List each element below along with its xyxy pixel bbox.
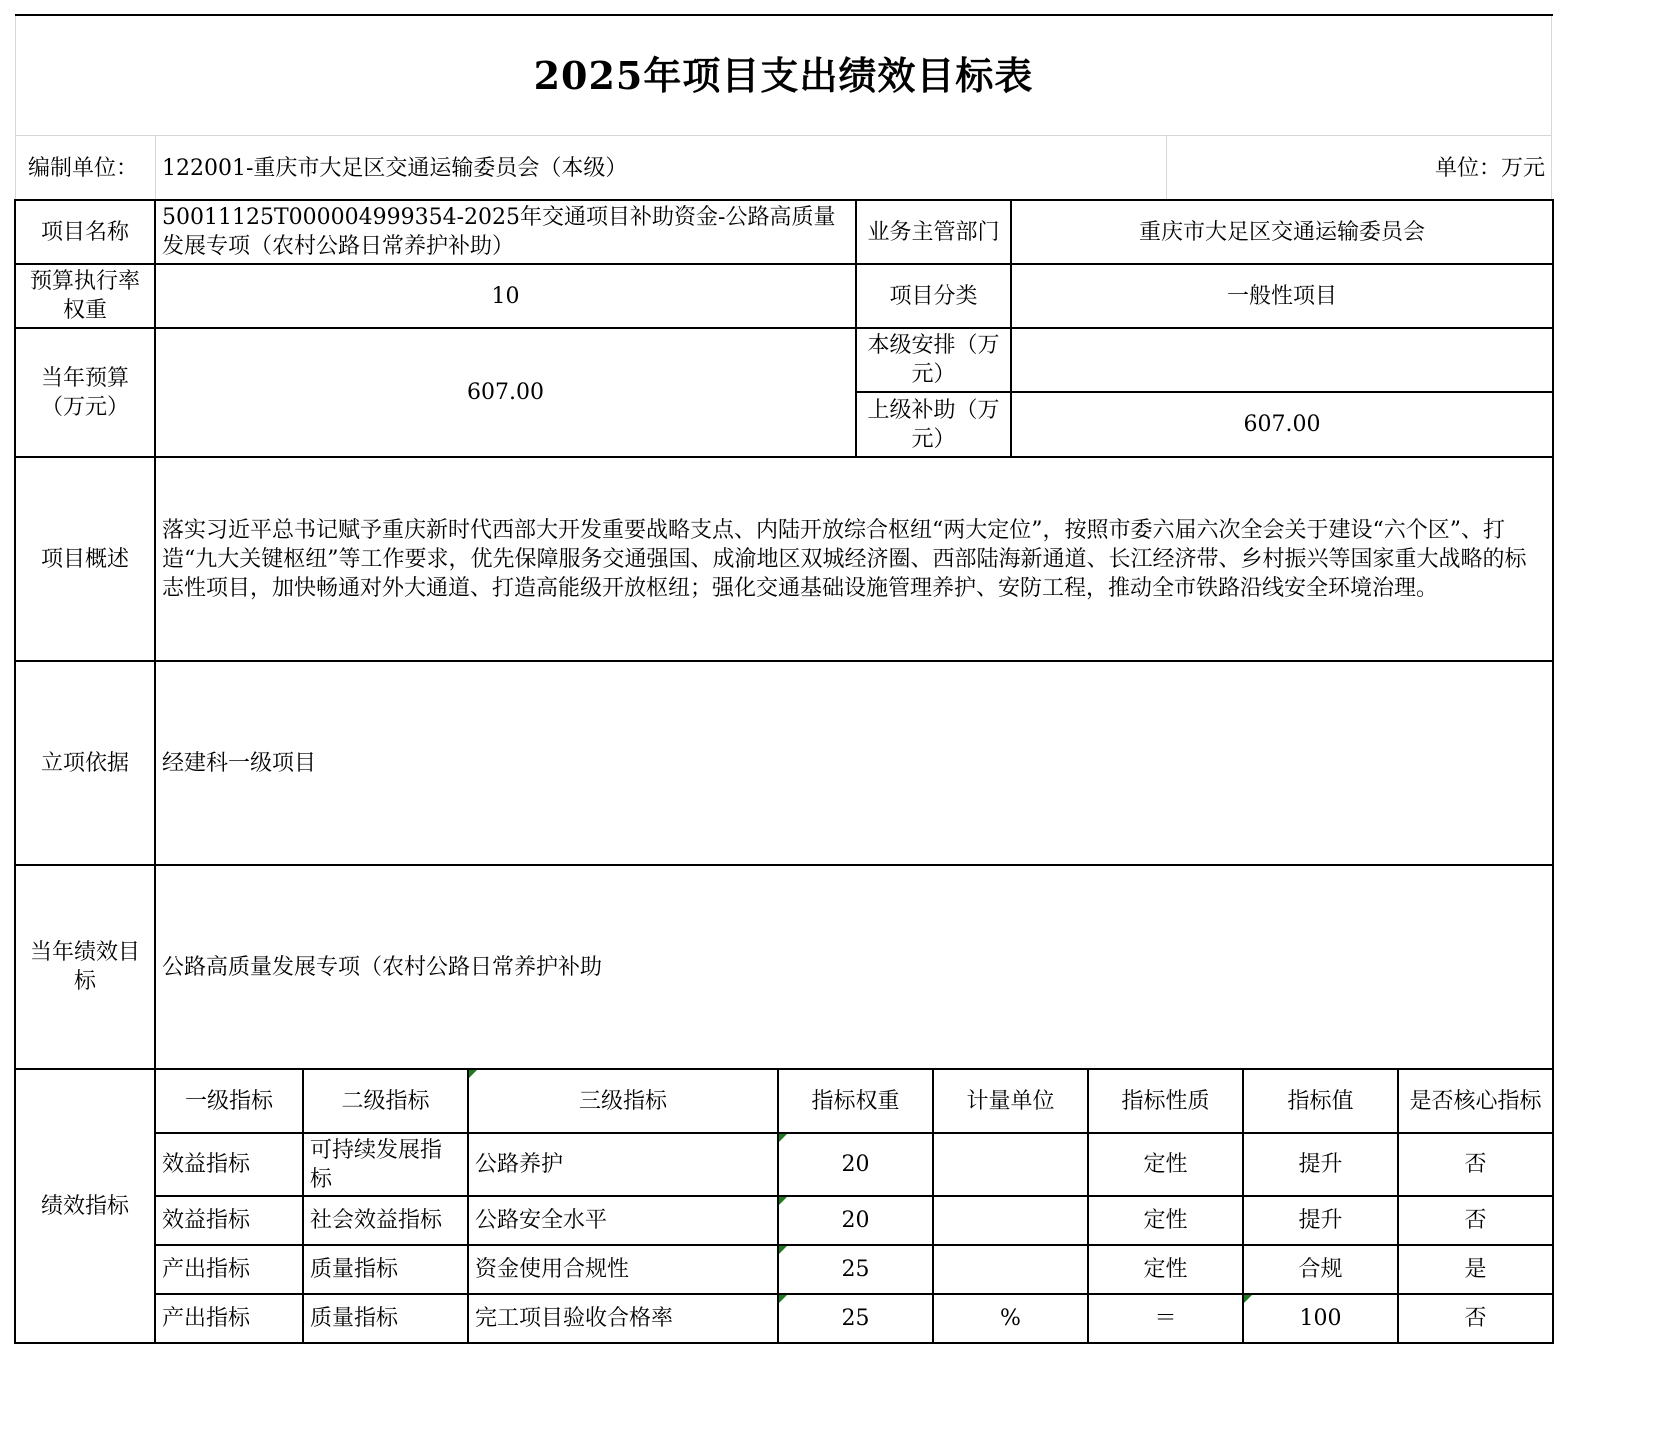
header-level3: 三级指标 — [578, 1088, 667, 1114]
exec-weight-value: 10 — [491, 283, 520, 309]
indicator-value: 提升 — [1298, 1152, 1343, 1177]
category-label: 项目分类 — [889, 283, 978, 309]
goal-text: 公路高质量发展专项（农村公路日常养护补助 — [162, 954, 603, 980]
indicator-level3: 公路养护 — [475, 1152, 564, 1177]
indicator-nature: 定性 — [1143, 1208, 1188, 1233]
indicator-level3: 完工项目验收合格率 — [475, 1306, 674, 1331]
indicator-level1: 效益指标 — [162, 1208, 251, 1233]
border-line — [1552, 199, 1554, 1344]
gridline — [1551, 15, 1552, 199]
indicator-unit — [934, 1197, 1087, 1244]
indicator-weight: 25 — [841, 1306, 870, 1331]
indicator-level1: 产出指标 — [162, 1257, 251, 1282]
indicator-core: 否 — [1464, 1208, 1487, 1233]
indicator-weight: 20 — [841, 1152, 870, 1177]
indicator-level2: 可持续发展指标 — [310, 1137, 443, 1192]
header-level2: 二级指标 — [341, 1088, 430, 1114]
indicator-core: 否 — [1464, 1306, 1487, 1331]
indicator-level1: 效益指标 — [162, 1152, 251, 1177]
header-unit: 计量单位 — [966, 1088, 1055, 1114]
indicator-value: 合规 — [1298, 1257, 1343, 1282]
overview-text: 落实习近平总书记赋予重庆新时代西部大开发重要战略支点、内陆开放综合枢纽“两大定位”，按照市委六届六次全会关于建设“六个区”、打造“九大关键枢纽”等工作要求，优先保障服务交通强国、成渝地区双城经济圈、西部陆海新通道、长江经济带、乡村振兴等国家重大战略的标志性项目，加快畅通对外大通道、打造高能级开放枢纽；强化交通基础设施管理养护、安防工程，推动全市铁路沿线安全环境治理。 — [162, 517, 1527, 601]
gridline — [15, 135, 1552, 136]
indicator-level2: 质量指标 — [310, 1257, 399, 1282]
basis-text: 经建科一级项目 — [162, 750, 317, 776]
dept-label: 业务主管部门 — [867, 219, 1000, 245]
header-value: 指标值 — [1287, 1088, 1354, 1114]
indicator-level1: 产出指标 — [162, 1306, 251, 1331]
header-core: 是否核心指标 — [1409, 1088, 1542, 1114]
overview-label: 项目概述 — [40, 546, 129, 572]
header-weight: 指标权重 — [811, 1088, 900, 1114]
border-line — [15, 1342, 1553, 1344]
local-label: 本级安排（万元） — [867, 333, 1000, 387]
indicator-weight: 25 — [841, 1257, 870, 1282]
currency-unit: 单位：万元 — [1434, 155, 1545, 181]
indicator-level3: 资金使用合规性 — [475, 1257, 630, 1282]
budget-value: 607.00 — [467, 380, 544, 405]
basis-label: 立项依据 — [40, 750, 129, 776]
dept-value: 重庆市大足区交通运输委员会 — [1138, 219, 1425, 245]
indicator-level2: 社会效益指标 — [310, 1208, 443, 1233]
exec-weight-label: 预算执行率权重 — [29, 269, 140, 323]
project-name: 50011125T000004999354-2025年交通项目补助资金-公路高质量发展专项（农村公路日常养护补助） — [162, 205, 836, 259]
header-nature: 指标性质 — [1121, 1088, 1210, 1114]
budget-label: 当年预算（万元） — [40, 365, 129, 420]
unit-label: 编制单位： — [28, 155, 139, 181]
page-title: 2025年项目支出绩效目标表 — [533, 53, 1034, 98]
indicator-weight: 20 — [841, 1208, 870, 1233]
indicator-nature: 定性 — [1143, 1152, 1188, 1177]
indicator-core: 否 — [1464, 1152, 1487, 1177]
indicator-unit — [934, 1134, 1087, 1195]
project-name-label: 项目名称 — [40, 219, 129, 245]
header-level1: 一级指标 — [184, 1088, 273, 1114]
upper-value: 607.00 — [1243, 412, 1321, 437]
indicator-nature: 定性 — [1143, 1257, 1188, 1282]
indicator-unit: % — [1000, 1306, 1021, 1331]
indicator-level3: 公路安全水平 — [475, 1208, 608, 1233]
indicator-unit — [934, 1246, 1087, 1293]
local-value — [1012, 329, 1552, 391]
goal-label: 当年绩效目标 — [29, 940, 140, 994]
indicator-core: 是 — [1464, 1257, 1487, 1282]
indicator-value: 提升 — [1298, 1208, 1343, 1233]
upper-label: 上级补助（万元） — [867, 397, 1000, 452]
unit-value: 122001-重庆市大足区交通运输委员会（本级） — [162, 155, 628, 181]
category-value: 一般性项目 — [1226, 283, 1337, 309]
indicator-value: 100 — [1299, 1306, 1342, 1331]
indicator-level2: 质量指标 — [310, 1306, 399, 1331]
indicator-nature: ＝ — [1154, 1306, 1177, 1331]
indicators-label: 绩效指标 — [40, 1193, 129, 1219]
